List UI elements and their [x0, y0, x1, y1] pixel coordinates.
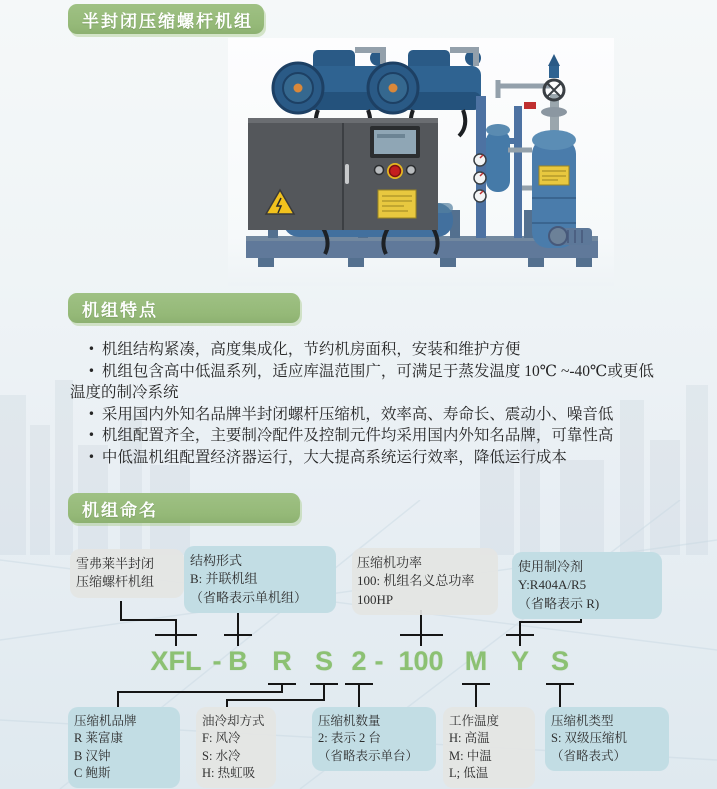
page-title-label: 半封闭压缩螺杆机组 — [82, 11, 253, 31]
naming-bottom-box-compressor-brand — [68, 707, 180, 788]
model-code-segment: - — [374, 646, 384, 676]
naming-bottom-box-working-temp — [443, 707, 535, 788]
naming-top-box-power — [352, 548, 498, 615]
callout-line: Y:R404A/R5 — [518, 577, 587, 593]
callout-line: 压缩机数量 — [318, 714, 381, 728]
model-code-segment: M — [464, 646, 488, 676]
callout-line: S: 水冷 — [202, 748, 241, 763]
naming-bottom-box-compressor-count — [312, 707, 436, 771]
callout-line: 2: 表示 2 台 — [318, 731, 381, 746]
naming-top-box-brand-series — [70, 549, 184, 598]
callout-line: （省略表示单台） — [318, 748, 419, 763]
callout-line: 压缩机功率 — [357, 555, 423, 570]
feature-bullet — [70, 361, 662, 404]
callout-line: M: 中温 — [449, 748, 492, 763]
oil-separator-assembly — [474, 54, 592, 248]
product-photo — [228, 38, 614, 286]
callout-line: L; 低温 — [449, 765, 489, 780]
feature-text: 机组结构紧凑，高度集成化，节约机房面积，安装和维护方便 — [101, 341, 521, 358]
callout-line: 压缩螺杆机组 — [76, 574, 155, 590]
callout-line: B: 并联机组 — [190, 571, 258, 587]
callout-line: （省略表示 R) — [518, 595, 600, 611]
feature-text: 机组配置齐全，主要制冷配件及控制元件均采用国内外知名品牌，可靠性高 — [101, 427, 614, 444]
feature-text: 中低温机组配置经济器运行，大大提高系统运行效率，降低运行成本 — [101, 448, 567, 466]
callout-line: 结构形式 — [190, 553, 243, 568]
naming-header-label: 机组命名 — [82, 500, 158, 520]
callout-line: C 鲍斯 — [74, 765, 111, 780]
page-title — [68, 4, 264, 34]
bullet-icon: • — [87, 449, 95, 464]
spec-label — [378, 190, 416, 218]
bullet-icon: • — [87, 428, 95, 442]
model-code-segment: 2 — [351, 646, 367, 676]
model-code-segment: - — [212, 646, 222, 676]
model-code-segment: R — [272, 646, 292, 676]
features-header-label: 机组特点 — [82, 300, 158, 320]
feature-text: 采用国内外知名品牌半封闭螺杆压缩机，效率高、寿命长、震动小、噪音低 — [101, 405, 614, 423]
callout-line: F: 风冷 — [202, 731, 241, 746]
compressor-unit-illustration — [228, 38, 614, 286]
callout-line: 压缩机品牌 — [74, 714, 137, 728]
callout-line: 雪弗莱半封闭 — [76, 556, 155, 571]
naming-top-box-structure — [184, 546, 336, 613]
control-cabinet — [248, 118, 438, 230]
callout-line: 压缩机类型 — [551, 714, 614, 728]
model-code-segment: 100 — [398, 646, 444, 676]
callout-line: 100: 机组名义总功率 — [357, 573, 475, 589]
callout-line: S: 双级压缩机 — [551, 731, 628, 746]
naming-bottom-box-oil-cooling — [196, 707, 276, 788]
bullet-icon: • — [87, 406, 95, 421]
callout-line: 使用制冷剂 — [518, 559, 584, 574]
callout-line: 100HP — [357, 591, 394, 607]
callout-line: R 莱富康 — [74, 731, 123, 746]
feature-bullet — [70, 339, 662, 361]
naming-top-box-refrigerant — [512, 552, 662, 619]
bullet-icon: • — [87, 363, 95, 378]
callout-line: H: 高温 — [449, 731, 490, 746]
callout-line: H: 热虹吸 — [202, 765, 256, 780]
feature-bullet — [70, 404, 662, 426]
naming-header — [68, 493, 300, 523]
bullet-icon: • — [87, 342, 95, 356]
feature-bullet — [70, 447, 662, 469]
feature-bullet — [70, 425, 662, 447]
feature-text: 机组包含高中低温系列，适应库温范围广，可满足于蒸发温度 10℃ ~-40℃或更低温度的制冷系统 — [70, 362, 654, 401]
callout-line: B 汉钟 — [74, 748, 111, 763]
model-code-segment: B — [228, 646, 248, 676]
callout-line: 工作温度 — [449, 714, 500, 728]
callout-line: （省略表示单机组） — [190, 589, 308, 605]
callout-line: 油冷却方式 — [202, 714, 265, 728]
features-header — [68, 293, 300, 323]
naming-bottom-box-compressor-type — [545, 707, 669, 771]
model-code-segment: S — [314, 646, 334, 676]
features-list — [70, 339, 662, 468]
model-code-segment: Y — [510, 646, 530, 676]
callout-line: （省略表式） — [551, 748, 627, 763]
model-code-segment: S — [550, 646, 570, 676]
model-code-segment: XFL — [150, 646, 202, 676]
